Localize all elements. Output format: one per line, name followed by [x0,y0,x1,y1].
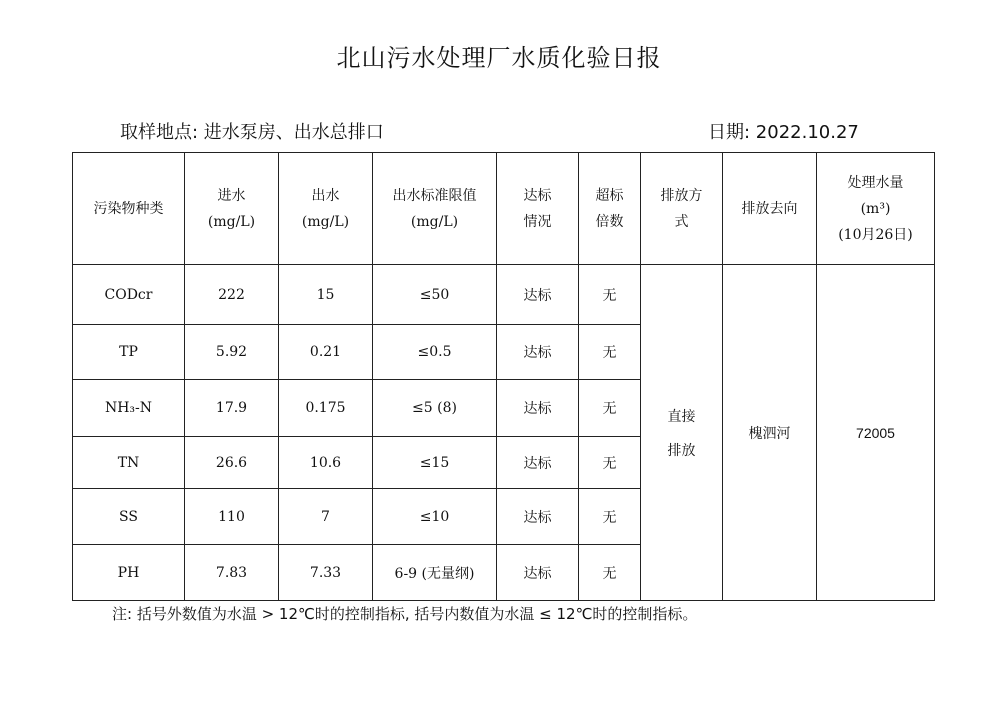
header-outflow: 出水 (mg/L) [279,153,373,265]
discharge-to-cell: 槐泗河 [723,265,817,601]
pollutant-cell: SS [73,489,185,545]
pollutant-cell: TP [73,325,185,380]
header-limit: 出水标准限值 (mg/L) [373,153,497,265]
limit-cell: ≤15 [373,437,497,489]
status-cell: 达标 [497,545,579,601]
pollutant-cell: TN [73,437,185,489]
outflow-cell: 0.21 [279,325,373,380]
inflow-cell: 222 [185,265,279,325]
limit-cell: 6-9 (无量纲) [373,545,497,601]
table-row [73,265,935,325]
discharge-method-cell: 直接 排放 [641,265,723,601]
inflow-cell: 7.83 [185,545,279,601]
footnote: 注: 括号外数值为水温 > 12℃时的控制指标, 括号内数值为水温 ≤ 12℃时的控制指标。 [112,605,698,623]
status-cell: 达标 [497,489,579,545]
exceed-cell: 无 [579,489,641,545]
pollutant-cell: NH₃-N [73,380,185,437]
outflow-cell: 0.175 [279,380,373,437]
header-exceed: 超标 倍数 [579,153,641,265]
report-date: 日期: 2022.10.27 [708,122,859,143]
header-inflow: 进水 (mg/L) [185,153,279,265]
limit-cell: ≤50 [373,265,497,325]
header-discharge-method: 排放方 式 [641,153,723,265]
sampling-location: 取样地点: 进水泵房、出水总排口 [120,122,384,143]
status-cell: 达标 [497,380,579,437]
outflow-cell: 10.6 [279,437,373,489]
inflow-cell: 17.9 [185,380,279,437]
exceed-cell: 无 [579,265,641,325]
outflow-cell: 7 [279,489,373,545]
status-cell: 达标 [497,265,579,325]
exceed-cell: 无 [579,325,641,380]
exceed-cell: 无 [579,545,641,601]
status-cell: 达标 [497,325,579,380]
header-discharge-to: 排放去向 [723,153,817,265]
header-volume: 处理水量 (m³) (10月26日) [817,153,935,265]
exceed-cell: 无 [579,437,641,489]
header-row [73,153,935,265]
inflow-cell: 26.6 [185,437,279,489]
header-pollutant: 污染物种类 [73,153,185,265]
limit-cell: ≤5 (8) [373,380,497,437]
pollutant-cell: CODcr [73,265,185,325]
limit-cell: ≤10 [373,489,497,545]
inflow-cell: 5.92 [185,325,279,380]
pollutant-cell: PH [73,545,185,601]
volume-cell: 72005 [817,265,935,601]
header-status: 达标 情况 [497,153,579,265]
outflow-cell: 15 [279,265,373,325]
outflow-cell: 7.33 [279,545,373,601]
status-cell: 达标 [497,437,579,489]
water-quality-table [72,152,935,601]
report-title: 北山污水处理厂水质化验日报 [336,44,662,72]
limit-cell: ≤0.5 [373,325,497,380]
inflow-cell: 110 [185,489,279,545]
exceed-cell: 无 [579,380,641,437]
